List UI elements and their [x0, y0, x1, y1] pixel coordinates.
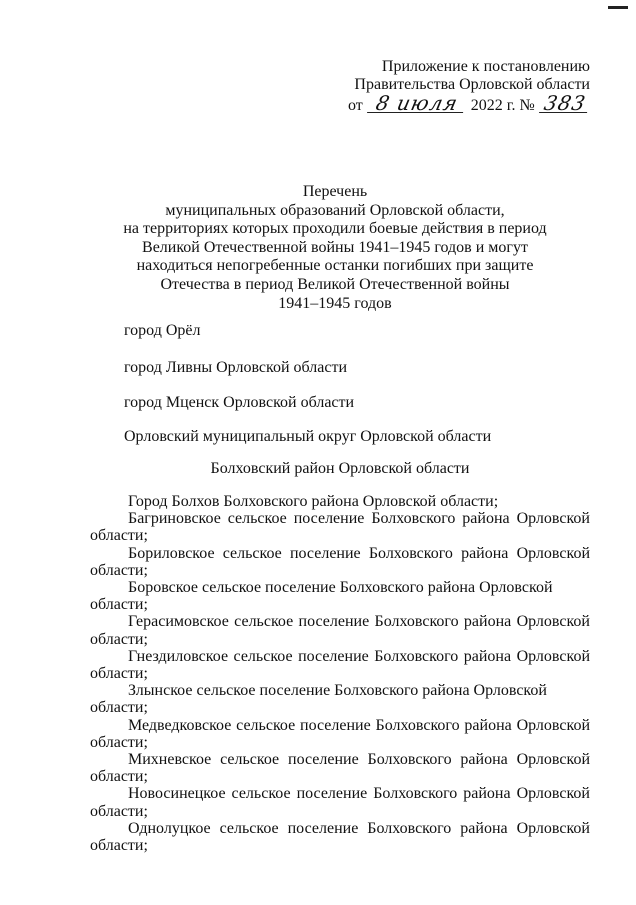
handwritten-date: 8 июля — [367, 94, 467, 113]
document-title — [100, 183, 570, 313]
place-item: город Орёл — [124, 322, 201, 339]
date-prefix: от — [348, 97, 363, 114]
place-item: город Ливны Орловской области — [124, 359, 348, 376]
district-title: Болховский район Орловской области — [210, 460, 470, 477]
title-line: муниципальных образований Орловской области, — [165, 201, 505, 219]
settlement-item: Бориловское сельское поселение Болховского района Орловской области; — [90, 544, 590, 579]
place-item: город Мценск Орловской области — [124, 394, 355, 411]
settlement-item: Багриновское сельское поселение Болховского района Орловской области; — [90, 510, 590, 545]
title-line: находиться непогребенные останки погибших при защите — [136, 257, 534, 275]
settlement-item: Герасимовское сельское поселение Болховского района Орловской области; — [90, 613, 590, 648]
title-line: 1941–1945 годов — [278, 294, 392, 312]
settlement-item: Новосинецкое сельское поселение Болховского района Орловской области; — [90, 785, 590, 820]
appendix-date-line — [348, 91, 590, 115]
settlement-item: Медведковское сельское поселение Болховского района Орловской области; — [90, 716, 590, 751]
title-line: на территориях которых проходили боевые действия в период — [123, 220, 547, 238]
appendix-line-2: Правительства Орловской области — [354, 76, 590, 93]
title-line: Перечень — [302, 183, 368, 200]
year-text: 2022 г. № — [470, 97, 535, 114]
settlement-item: Боровское сельское поселение Болховского района Орловской области; — [90, 579, 553, 614]
appendix-header — [340, 58, 590, 115]
settlement-list — [90, 493, 590, 854]
settlement-item: Однолуцкое сельское поселение Болховского района Орловской области; — [90, 819, 590, 855]
settlement-item: Злынское сельское поселение Болховского района Орловской области; — [90, 682, 547, 717]
settlement-item: Гнездиловское сельское поселение Болховского района Орловской области; — [90, 647, 590, 683]
appendix-line-1: Приложение к постановлению — [381, 58, 590, 75]
title-line: Отечества в период Великой Отечественной войны — [160, 275, 510, 293]
settlement-item: Город Болхов Болховского района Орловской области; — [128, 493, 499, 510]
handwritten-number: 383 — [539, 94, 591, 113]
place-item: Орловский муниципальный округ Орловской области — [124, 428, 492, 445]
corner-mark — [608, 6, 628, 9]
title-line: Великой Отечественной войны 1941–1945 годов и могут — [142, 238, 528, 256]
settlement-item: Михневское сельское поселение Болховского района Орловской области; — [90, 751, 590, 786]
